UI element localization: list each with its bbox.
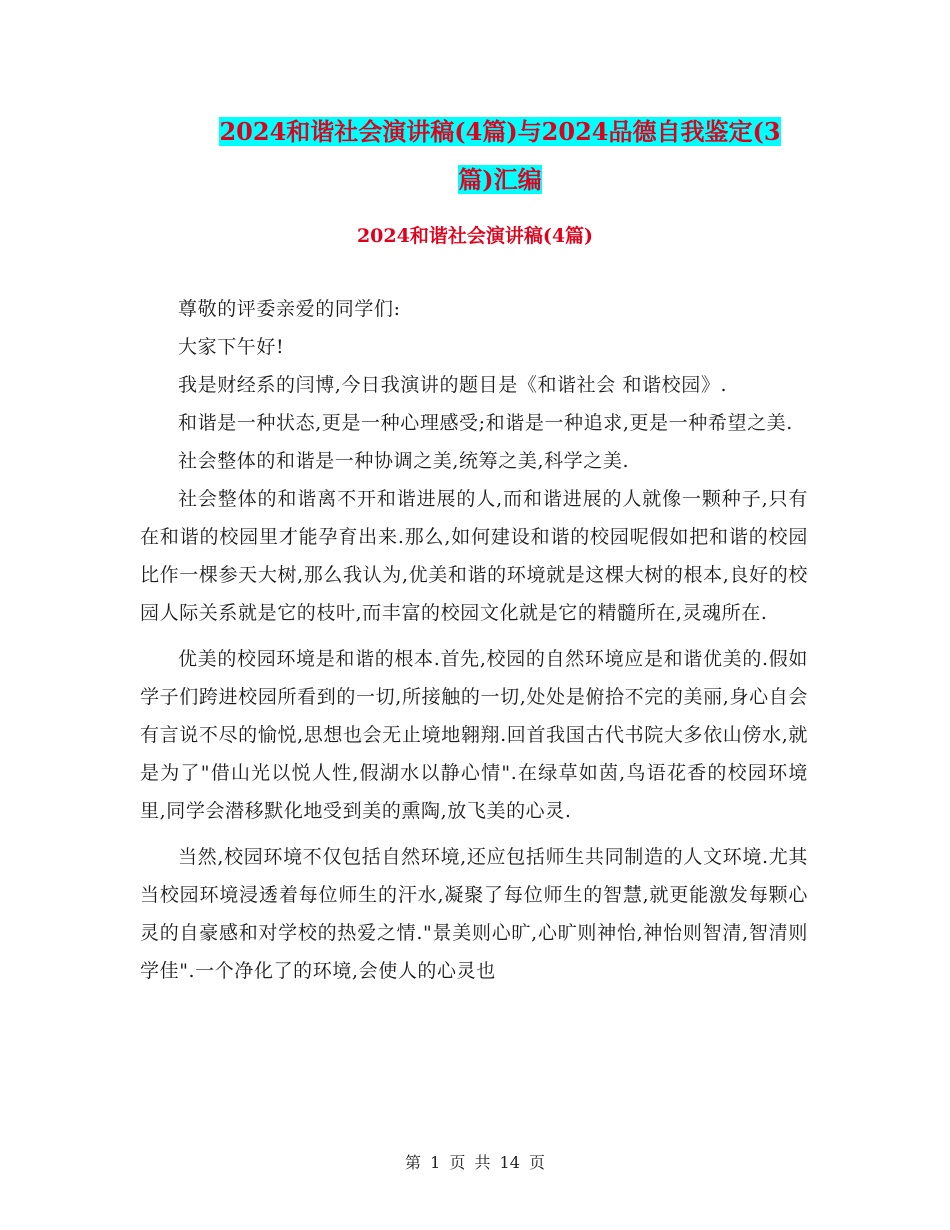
paragraph-harmony-definition: 和谐是一种状态,更是一种心理感受;和谐是一种追求,更是一种希望之美. [178, 412, 793, 434]
paragraph-hello: 大家下午好! [178, 336, 285, 358]
title-line-2: 篇)汇编 [458, 165, 542, 194]
document-body [140, 290, 808, 990]
document-title [140, 108, 860, 204]
page-footer: 第 1 页 共 14 页 [405, 1153, 545, 1172]
paragraph-humanistic-environment: 当然,校园环境不仅包括自然环境,还应包括师生共同制造的人文环境.尤其当校园环境浸透着每位师生的汗水,凝聚了每位师生的智慧,就更能激发每颗心灵的自豪感和对学校的热爱之情."景美则心旷,心旷则神怡,神怡则智清,智清则学佳".一个净化了的环境,会使人的心灵也 [140, 846, 808, 982]
paragraph-environment: 优美的校园环境是和谐的根本.首先,校园的自然环境应是和谐优美的.假如学子们跨进校园所看到的一切,所接触的一切,处处是俯拾不完的美丽,身心自会有言说不尽的愉悦,思想也会无止境地翱翔.回首我国古代书院大多依山傍水,就是为了"借山光以悦人性,假湖水以静心情".在绿草如茵,鸟语花香的校园环境里,同学会潜移默化地受到美的熏陶,放飞美的心灵. [140, 648, 808, 822]
title-line-1: 2024和谐社会演讲稿(4篇)与2024品德自我鉴定(3 [219, 117, 781, 146]
paragraph-campus-tree: 社会整体的和谐离不开和谐进展的人,而和谐进展的人就像一颗种子,只有在和谐的校园里才能孕育出来.那么,如何建设和谐的校园呢假如把和谐的校园比作一棵参天大树,那么我认为,优美和谐的环境就是这棵大树的根本,良好的校园人际关系就是它的枝叶,而丰富的校园文化就是它的精髓所在,灵魂所在. [140, 488, 808, 624]
section-subtitle: 2024和谐社会演讲稿(4篇) [356, 225, 594, 247]
paragraph-social-harmony: 社会整体的和谐是一种协调之美,统筹之美,科学之美. [178, 450, 630, 472]
paragraph-greeting: 尊敬的评委亲爱的同学们: [178, 298, 401, 320]
paragraph-intro: 我是财经系的闫博,今日我演讲的题目是《和谐社会 和谐校园》. [178, 374, 728, 396]
